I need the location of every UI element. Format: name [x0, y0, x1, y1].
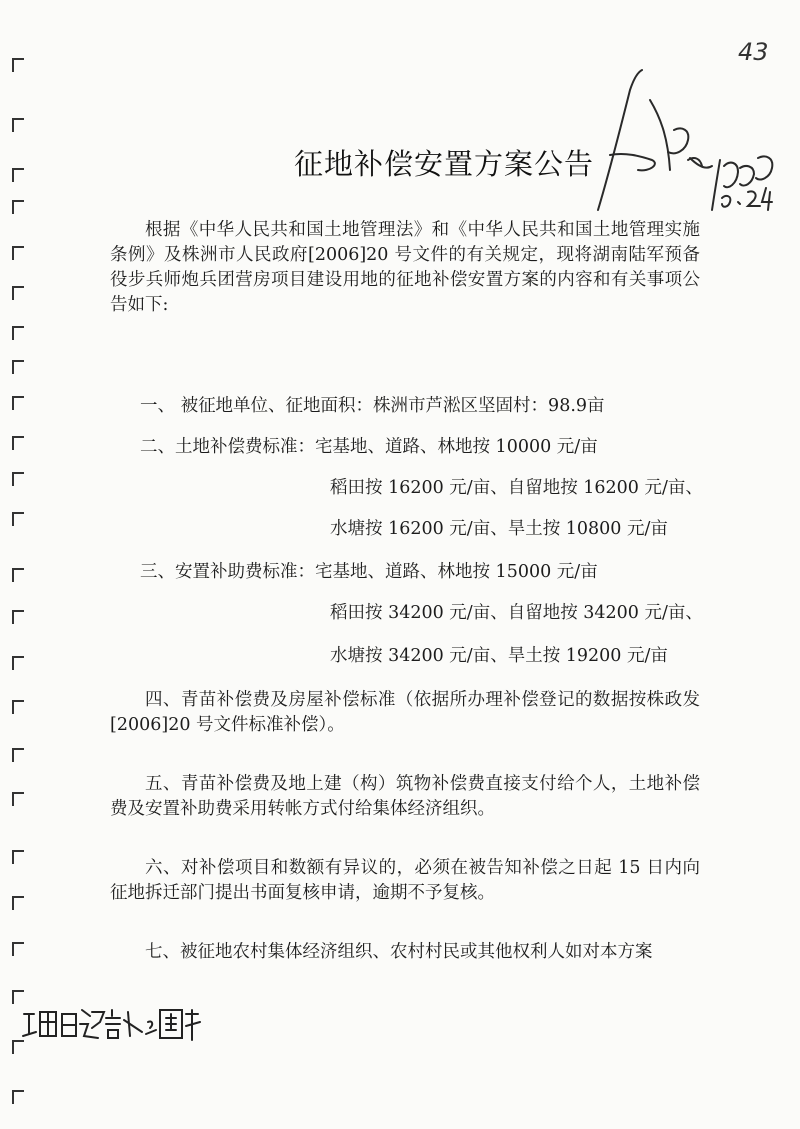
top-right-handwritten-note [590, 60, 790, 220]
item-2-line-3: 水塘按 16200 元/亩、旱土按 10800 元/亩 [330, 519, 668, 539]
item-2-lead: 二、土地补偿费标准：宅基地、道路、林地按 10000 元/亩 [140, 437, 598, 457]
item-4: 四、青苗补偿费及房屋补偿标准（依据所办理补偿登记的数据按株政发[2006]20 号文件标准补偿）。 [110, 690, 700, 735]
page-number: 43 [738, 38, 769, 66]
binding-holes [0, 0, 40, 1129]
page-title: 征地补偿安置方案公告 [294, 147, 595, 181]
item-3-line-2: 稻田按 34200 元/亩、自留地按 34200 元/亩、 [330, 603, 703, 623]
item-7: 七、被征地农村集体经济组织、农村村民或其他权利人如对本方案 [145, 942, 653, 962]
item-3-lead: 三、安置补助费标准：宅基地、道路、林地按 15000 元/亩 [140, 562, 598, 582]
item-3-line-3: 水塘按 34200 元/亩、旱土按 19200 元/亩 [330, 646, 668, 666]
bottom-handwritten-note [20, 1000, 210, 1050]
intro-paragraph: 根据《中华人民共和国土地管理法》和《中华人民共和国土地管理实施条例》及株洲市人民政府[2006]20 号文件的有关规定，现将湖南陆军预备役步兵师炮兵团营房项目建设用地的征地补偿安置方案的内容和有关事项公告如下: [110, 220, 700, 315]
item-6: 六、对补偿项目和数额有异议的，必须在被告知补偿之日起 15 日内向征地拆迁部门提出书面复核申请，逾期不予复核。 [110, 858, 700, 903]
item-1: 一、 被征地单位、征地面积：株洲市芦淞区坚固村：98.9亩 [140, 396, 605, 416]
item-2-line-2: 稻田按 16200 元/亩、自留地按 16200 元/亩、 [330, 478, 703, 498]
item-5: 五、青苗补偿费及地上建（构）筑物补偿费直接支付给个人，土地补偿费及安置补助费采用转帐方式付给集体经济组织。 [110, 774, 700, 819]
